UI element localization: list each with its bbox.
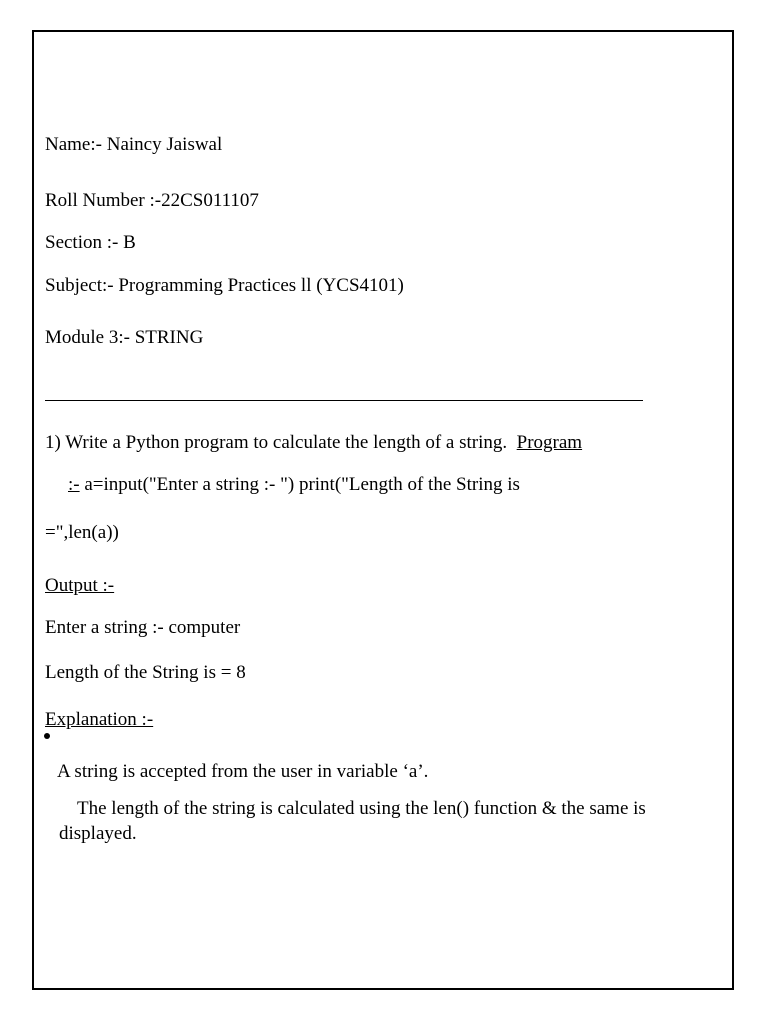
roll-number: Roll Number :-22CS011107 xyxy=(45,190,259,211)
code-line-2: =",len(a)) xyxy=(45,522,119,543)
question-text: 1) Write a Python program to calculate the length of a string. xyxy=(45,432,508,453)
output-line-1: Enter a string :- computer xyxy=(45,617,241,638)
module-title: Module 3:- STRING xyxy=(45,327,204,348)
section: Section :- B xyxy=(45,232,136,253)
program-label: Program xyxy=(516,432,583,453)
explanation-point-2: The length of the string is calculated using the len() function & the same is displayed. xyxy=(59,798,646,844)
code-text-1: a=input("Enter a string :- ") print("Length of the String is xyxy=(84,474,520,495)
question-line xyxy=(45,432,582,454)
output-label: Output :- xyxy=(45,575,115,596)
subject: Subject:- Programming Practices ll (YCS4101) xyxy=(45,275,404,296)
bullet-icon xyxy=(44,733,50,739)
program-colon: :- xyxy=(68,474,80,495)
code-line-1 xyxy=(68,474,520,496)
explanation-label: Explanation :- xyxy=(45,709,154,730)
explanation-point-1: A string is accepted from the user in variable ‘a’. xyxy=(57,761,429,782)
page-border xyxy=(32,30,734,990)
student-name: Name:- Naincy Jaiswal xyxy=(45,134,223,155)
output-line-2: Length of the String is = 8 xyxy=(45,662,246,683)
horizontal-rule xyxy=(45,400,643,401)
